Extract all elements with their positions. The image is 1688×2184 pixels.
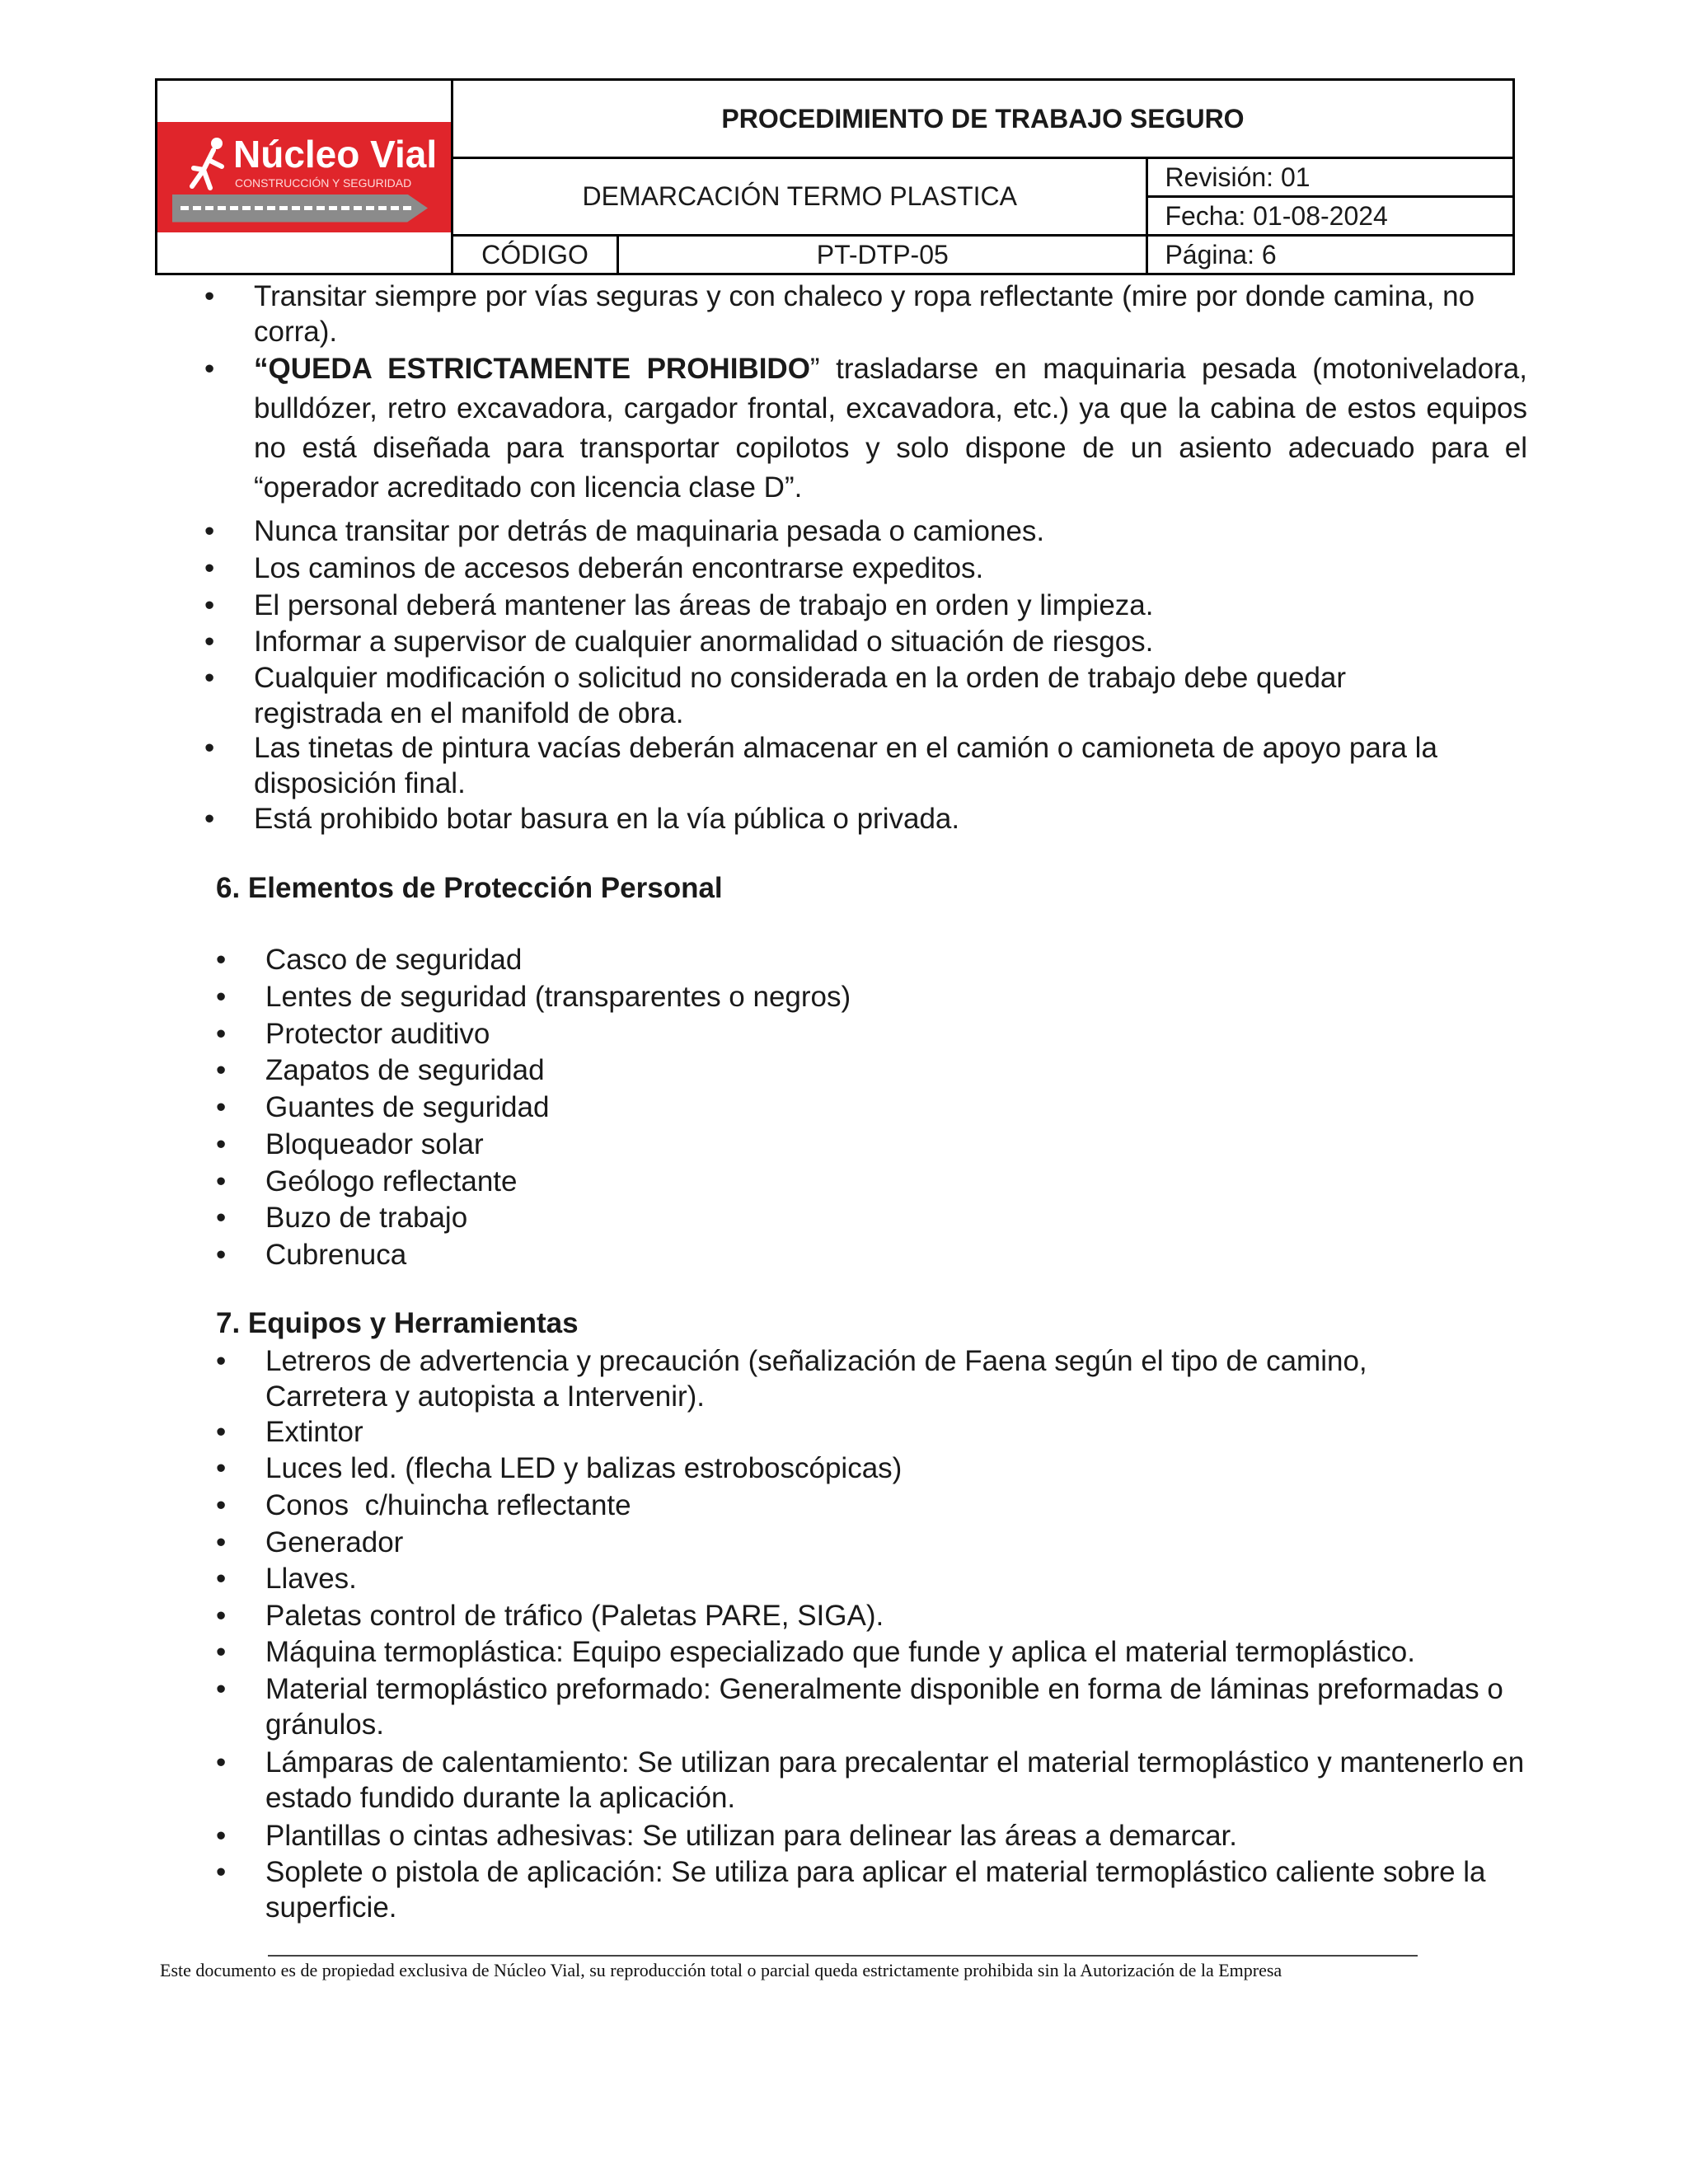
list-item: • Paletas control de tráfico (Paletas PARE, SIGA). bbox=[216, 1600, 884, 1632]
list-item-text: Conos c/huincha reflectante bbox=[265, 1489, 631, 1521]
list-item: • Generador bbox=[216, 1526, 404, 1558]
list-item: • Luces led. (flecha LED y balizas estroboscópicas) bbox=[216, 1452, 903, 1484]
list-item-text: Paletas control de tráfico (Paletas PARE, SIGA). bbox=[265, 1600, 884, 1632]
list-item: • Letreros de advertencia y precaución (señalización de Faena según el tipo de camino, Carretera y autopista a Intervenir). bbox=[216, 1345, 1367, 1413]
list-item: • Nunca transitar por detrás de maquinaria pesada o camiones. bbox=[204, 515, 1045, 547]
list-item-text: Transitar siempre por vías seguras y con chaleco y ropa reflectante (mire por donde camina, no corra). bbox=[254, 280, 1475, 348]
list-item-text: Cubrenuca bbox=[265, 1239, 407, 1271]
list-item-prohibido: • “QUEDA ESTRICTAMENTE PROHIBIDO” trasladarse en maquinaria pesada (motoniveladora, bulldózer, retro excavadora, cargador frontal, excavadora, etc.) ya que la cabina de estos equipos no está diseñada para transportar copilotos y solo dispone de un asiento adecuado para el “operador acreditado con licencia clase D”. bbox=[204, 353, 1527, 504]
list-item-text: Las tinetas de pintura vacías deberán almacenar en el camión o camioneta de apoyo para la disposición final. bbox=[254, 732, 1437, 799]
list-item-text: Está prohibido botar basura en la vía pública o privada. bbox=[254, 803, 960, 835]
section-6-title: 6. Elementos de Protección Personal bbox=[216, 872, 723, 904]
list-item-text: Informar a supervisor de cualquier anormalidad o situación de riesgos. bbox=[254, 626, 1154, 658]
list-item: • Buzo de trabajo bbox=[216, 1202, 468, 1234]
list-item-text: Llaves. bbox=[265, 1563, 357, 1595]
list-item: • Informar a supervisor de cualquier anormalidad o situación de riesgos. bbox=[204, 626, 1154, 658]
list-item-text: Extintor bbox=[265, 1416, 363, 1448]
fecha: Fecha: 01-08-2024 bbox=[1147, 197, 1514, 236]
document-title: PROCEDIMIENTO DE TRABAJO SEGURO bbox=[452, 80, 1514, 158]
footer-notice: Este documento es de propiedad exclusiva de Núcleo Vial, su reproducción total o parcial queda estrictamente prohibida sin la Autorización de la Empresa bbox=[160, 1960, 1282, 1980]
list-item-text: Casco de seguridad bbox=[265, 944, 523, 976]
list-item: • Cualquier modificación o solicitud no considerada en la orden de trabajo debe quedar registrada en el manifold de obra. bbox=[204, 662, 1347, 729]
list-item-text: Cualquier modificación o solicitud no considerada en la orden de trabajo debe quedar registrada en el manifold de obra. bbox=[254, 662, 1347, 729]
list-item: • Conos c/huincha reflectante bbox=[216, 1489, 631, 1521]
list-item-text: Soplete o pistola de aplicación: Se utiliza para aplicar el material termoplástico caliente sobre la superficie. bbox=[265, 1856, 1486, 1924]
list-item: • Los caminos de accesos deberán encontrarse expeditos. bbox=[204, 552, 984, 584]
list-item: • Zapatos de seguridad bbox=[216, 1054, 545, 1086]
list-item-text: Zapatos de seguridad bbox=[265, 1054, 545, 1086]
list-item: • Máquina termoplástica: Equipo especializado que funde y aplica el material termoplástico. bbox=[216, 1636, 1415, 1668]
list-item-text: Bloqueador solar bbox=[265, 1128, 484, 1160]
section-7-title: 7. Equipos y Herramientas bbox=[216, 1307, 579, 1339]
list-item: • Guantes de seguridad bbox=[216, 1091, 550, 1123]
prohibido-bold: “QUEDA ESTRICTAMENTE PROHIBIDO bbox=[254, 353, 810, 385]
list-item-text: El personal deberá mantener las áreas de trabajo en orden y limpieza. bbox=[254, 589, 1154, 621]
list-item: • Casco de seguridad bbox=[216, 944, 523, 976]
list-item-text: Material termoplástico preformado: Generalmente disponible en forma de láminas preformadas o gránulos. bbox=[265, 1673, 1503, 1741]
list-item-text: Buzo de trabajo bbox=[265, 1202, 468, 1234]
list-item: • Lentes de seguridad (transparentes o negros) bbox=[216, 981, 851, 1013]
list-item-text: Letreros de advertencia y precaución (señalización de Faena según el tipo de camino, Carretera y autopista a Intervenir). bbox=[265, 1345, 1367, 1413]
list-item: • El personal deberá mantener las áreas de trabajo en orden y limpieza. bbox=[204, 589, 1154, 621]
list-item: • Plantillas o cintas adhesivas: Se utilizan para delinear las áreas a demarcar. bbox=[216, 1820, 1237, 1852]
revision: Revisión: 01 bbox=[1147, 158, 1514, 197]
list-item-text: Lámparas de calentamiento: Se utilizan para precalentar el material termoplástico y mantenerlo en estado fundido durante la aplicación. bbox=[265, 1746, 1525, 1814]
list-item: • Las tinetas de pintura vacías deberán almacenar en el camión o camioneta de apoyo para la disposición final. bbox=[204, 732, 1437, 799]
list-item: • Llaves. bbox=[216, 1563, 357, 1595]
list-item-text: Guantes de seguridad bbox=[265, 1091, 550, 1123]
list-item: • Bloqueador solar bbox=[216, 1128, 484, 1160]
list-item: • Cubrenuca bbox=[216, 1239, 407, 1271]
list-item-text: Geólogo reflectante bbox=[265, 1165, 518, 1197]
prohibido-rest: ” trasladarse en maquinaria pesada (motoniveladora, bulldózer, retro excavadora, cargador frontal, excavadora, etc.) ya que la cabina de estos equipos no está diseñada para transportar copilotos y solo dispone de un asiento adecuado para el “operador acreditado con licencia clase D”. bbox=[254, 353, 1527, 504]
list-item-text: Nunca transitar por detrás de maquinaria pesada o camiones. bbox=[254, 515, 1045, 547]
list-item-text: Plantillas o cintas adhesivas: Se utilizan para delinear las áreas a demarcar. bbox=[265, 1820, 1237, 1852]
list-item: • Material termoplástico preformado: Generalmente disponible en forma de láminas preformadas o gránulos. bbox=[216, 1673, 1503, 1741]
list-item-text: Protector auditivo bbox=[265, 1018, 490, 1050]
list-item-text: Los caminos de accesos deberán encontrarse expeditos. bbox=[254, 552, 984, 584]
logo-tagline: CONSTRUCCIÓN Y SEGURIDAD bbox=[235, 176, 412, 190]
codigo-value: PT-DTP-05 bbox=[618, 236, 1147, 274]
list-item: • Geólogo reflectante bbox=[216, 1165, 518, 1197]
list-item: • Soplete o pistola de aplicación: Se utiliza para aplicar el material termoplástico caliente sobre la superficie. bbox=[216, 1856, 1486, 1924]
list-item: • Protector auditivo bbox=[216, 1018, 490, 1050]
logo-brand: Núcleo Vial bbox=[233, 132, 438, 176]
document-subtitle: DEMARCACIÓN TERMO PLASTICA bbox=[452, 158, 1147, 236]
list-item-text: Lentes de seguridad (transparentes o negros) bbox=[265, 981, 851, 1013]
pagina: Página: 6 bbox=[1147, 236, 1514, 274]
list-item-text: Generador bbox=[265, 1526, 404, 1558]
list-item-text: Máquina termoplástica: Equipo especializado que funde y aplica el material termoplástico. bbox=[265, 1636, 1415, 1668]
list-item: • Lámparas de calentamiento: Se utilizan para precalentar el material termoplástico y mantenerlo en estado fundido durante la aplicación. bbox=[216, 1746, 1525, 1814]
list-item-text: Luces led. (flecha LED y balizas estroboscópicas) bbox=[265, 1452, 903, 1484]
list-item: • Extintor bbox=[216, 1416, 363, 1448]
list-item: • Está prohibido botar basura en la vía pública o privada. bbox=[204, 803, 960, 835]
list-item: • Transitar siempre por vías seguras y con chaleco y ropa reflectante (mire por donde camina, no corra). bbox=[204, 280, 1475, 348]
footer-divider bbox=[268, 1955, 1418, 1957]
codigo-label: CÓDIGO bbox=[452, 236, 618, 274]
